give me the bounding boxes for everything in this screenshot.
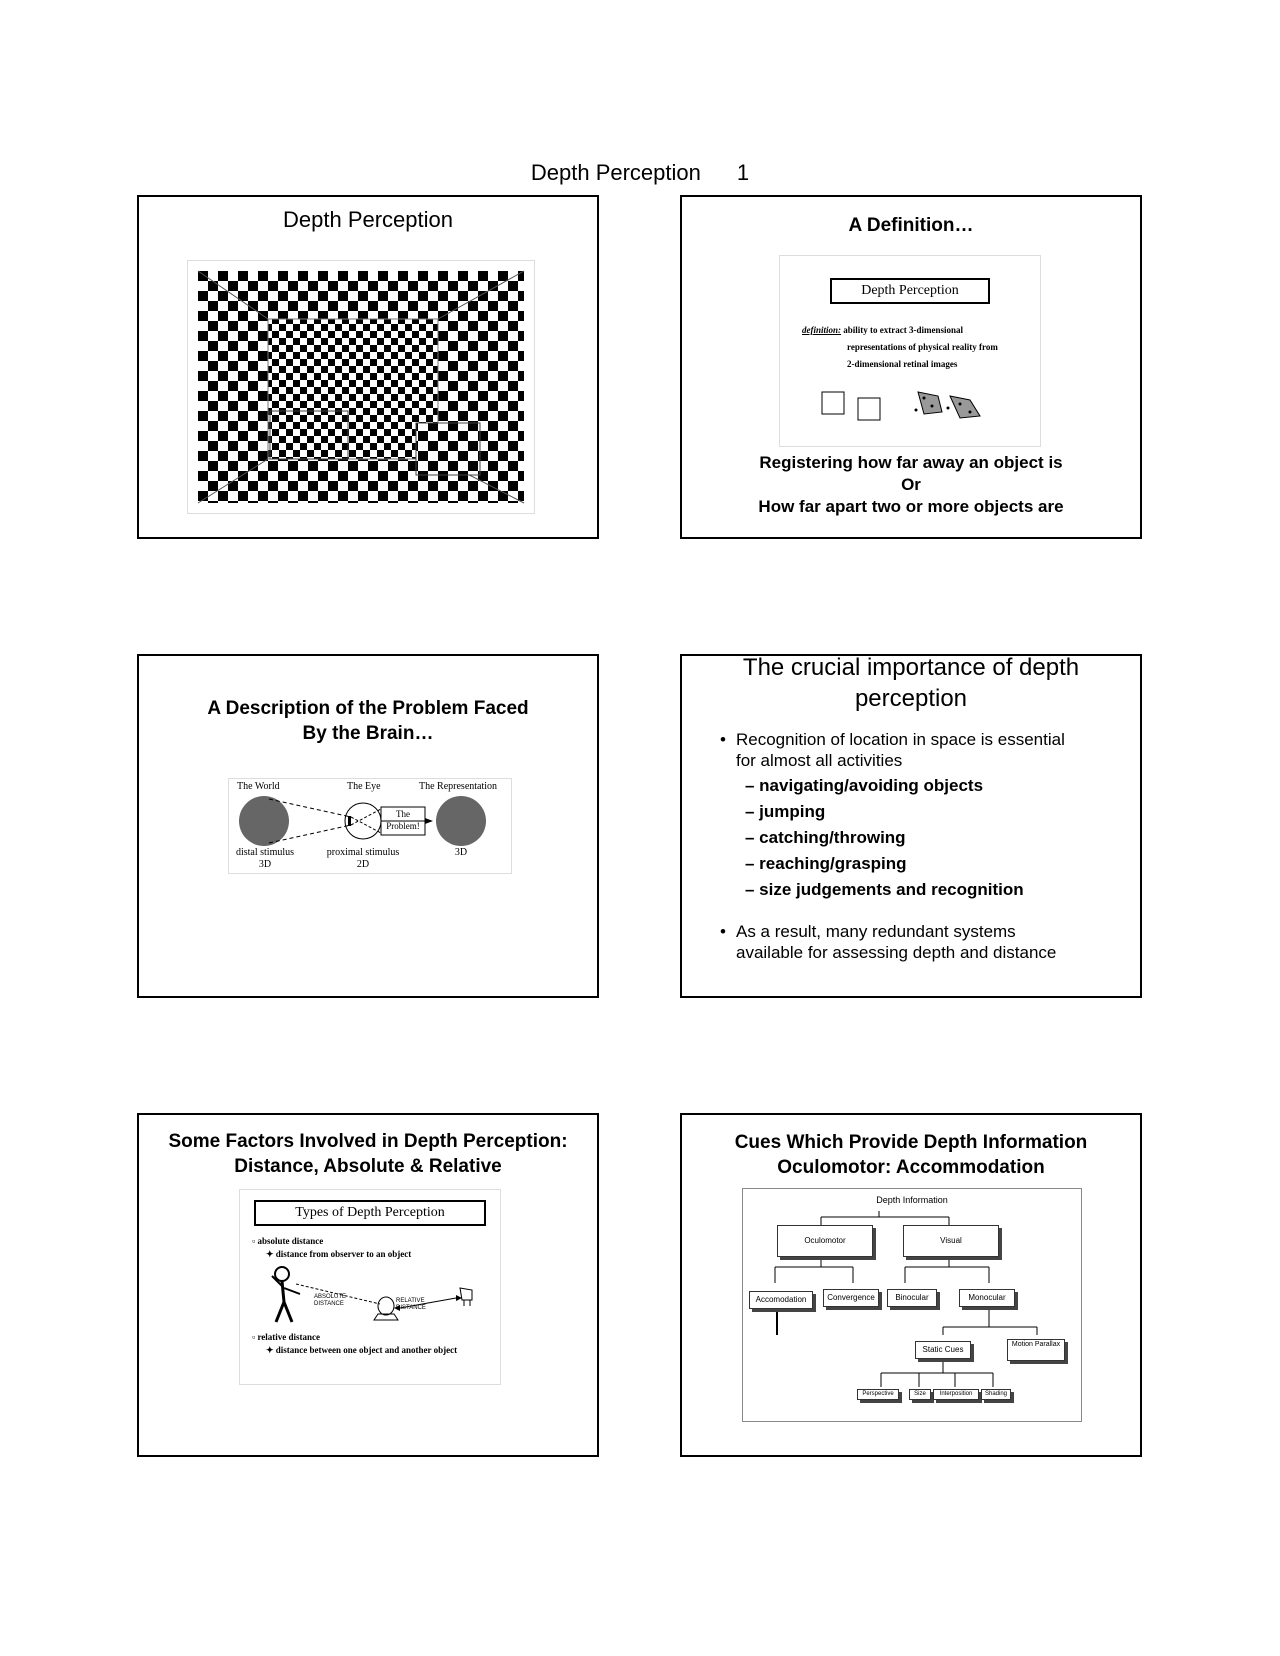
slide-6 [680,1113,1142,1457]
sub-bullet-navigating: – navigating/avoiding objects [745,776,984,795]
relative-tag-1: RELATIVE [396,1298,425,1304]
slide-3 [137,654,599,998]
slide-5 [137,1113,599,1457]
observer-distance-graphic [260,1264,490,1326]
depth-cue-tree [742,1188,1082,1422]
slide-5-title-line-1: Some Factors Involved in Depth Perception: [168,1131,568,1152]
bullet-2-line-2: available for assessing depth and distance [736,943,1057,962]
slide-4-title-line-1: The crucial importance of depth [742,654,1080,681]
slide-4-body [708,729,1128,963]
distal-label [229,847,301,871]
tree-motion-parallax: Motion Parallax [1007,1339,1065,1361]
absolute-distance-sub: ✦ distance from observer to an object [266,1249,412,1259]
slide-5-title-line-2: Distance, Absolute & Relative [234,1156,502,1177]
sub-bullets [708,773,1128,903]
slide-5-title [139,1129,597,1179]
relative-label-text: relative distance [257,1332,321,1342]
definition-line-3: 2-dimensional retinal images [847,359,958,369]
representation-dimension: 3D [454,847,468,858]
page-number: 1 [736,160,750,185]
slide-3-title-line-1: A Description of the Problem Faced [207,698,529,719]
eye-projection-graphic [229,793,511,849]
slide-6-title-line-1: Cues Which Provide Depth Information [734,1132,1088,1153]
tree-monocular: Monocular [959,1289,1015,1307]
tree-accommodation: Accomodation [749,1291,813,1309]
sub-bullet-jumping: – jumping [745,802,826,821]
absolute-sub-text: distance from observer to an object [275,1249,412,1259]
slide-4 [680,654,1142,998]
caption-line-1: Registering how far away an object is [759,453,1063,472]
problem-label-line-2: Problem! [386,821,420,831]
sub-bullet-reaching: – reaching/grasping [745,854,907,873]
proximal-dimension: 2D [356,859,370,870]
relative-distance-tag [396,1298,426,1312]
distal-stimulus: distal stimulus [235,847,295,858]
label-representation: The Representation [419,781,498,792]
label-world: The World [237,781,280,792]
absolute-label-text: absolute distance [257,1236,324,1246]
proximal-stimulus: proximal stimulus [326,847,400,858]
slide-3-title-line-2: By the Brain… [302,723,434,744]
problem-label [381,808,425,832]
types-of-depth-image [239,1189,501,1385]
definition-box-title: Depth Perception [830,278,990,304]
bullet-1-line-2: for almost all activities [736,751,903,770]
slide-6-title [682,1130,1140,1180]
absolute-distance-label: ▫ absolute distance [252,1236,324,1246]
sub-bullet-size: – size judgements and recognition [745,880,1024,899]
definition-line-2: representations of physical reality from [847,342,998,352]
definition-image [779,255,1041,447]
definition-label: definition: [802,325,842,335]
tree-perspective: Perspective [857,1389,899,1400]
definition-text [802,322,998,373]
caption-line-2: Or [901,475,921,494]
page-header [0,160,1280,186]
tree-shading: Shading [981,1389,1011,1400]
definition-line-1: ability to extract 3-dimensional [843,325,964,335]
slide-2-title: A Definition… [848,215,974,236]
tree-static-cues: Static Cues [915,1341,971,1359]
tree-visual: Visual [903,1225,999,1257]
tree-binocular: Binocular [887,1289,937,1307]
bullet-1 [708,729,1128,771]
bullet-1-line-1: • Recognition of location in space is essential [736,730,1065,749]
page-header-title: Depth Perception [530,160,701,185]
slide-1 [137,195,599,539]
slide-4-title [682,654,1140,714]
slide-1-title: Depth Perception [283,207,453,232]
tree-oculomotor: Oculomotor [777,1225,873,1257]
slide-6-title-line-2: Oculomotor: Accommodation [777,1157,1045,1178]
proximal-label [313,847,413,871]
bullet-2-line-1: • As a result, many redundant systems [736,922,1016,941]
bullet-2 [708,921,1128,963]
label-eye: The Eye [347,781,381,792]
depth-shapes-graphic [820,388,1000,428]
absolute-tag-1: ABSOLUTE [314,1294,347,1300]
distal-dimension: 3D [258,859,272,870]
tree-convergence: Convergence [823,1289,879,1307]
types-box-title: Types of Depth Perception [254,1200,486,1226]
problem-diagram [228,778,512,874]
problem-label-line-1: The [396,809,410,819]
caption-line-3: How far apart two or more objects are [758,497,1064,516]
absolute-tag-2: DISTANCE [314,1301,344,1307]
tree-root: Depth Information [876,1195,948,1205]
slide-3-title [139,696,597,746]
relative-sub-text: distance between one object and another object [275,1345,458,1355]
tree-interposition: Interposition [933,1389,979,1400]
absolute-distance-tag [314,1294,346,1308]
tree-size: Size [909,1389,931,1400]
checkered-room-image [187,260,535,514]
relative-distance-label: ▫ relative distance [252,1332,321,1342]
checkered-room-graphic [188,261,534,513]
relative-tag-2: DISTANCE [396,1305,426,1311]
slide-4-title-line-2: perception [854,685,968,712]
sub-bullet-catching: – catching/throwing [745,828,906,847]
relative-distance-sub: ✦ distance between one object and another object [266,1345,458,1355]
definition-caption [682,452,1140,518]
slide-2 [680,195,1142,539]
